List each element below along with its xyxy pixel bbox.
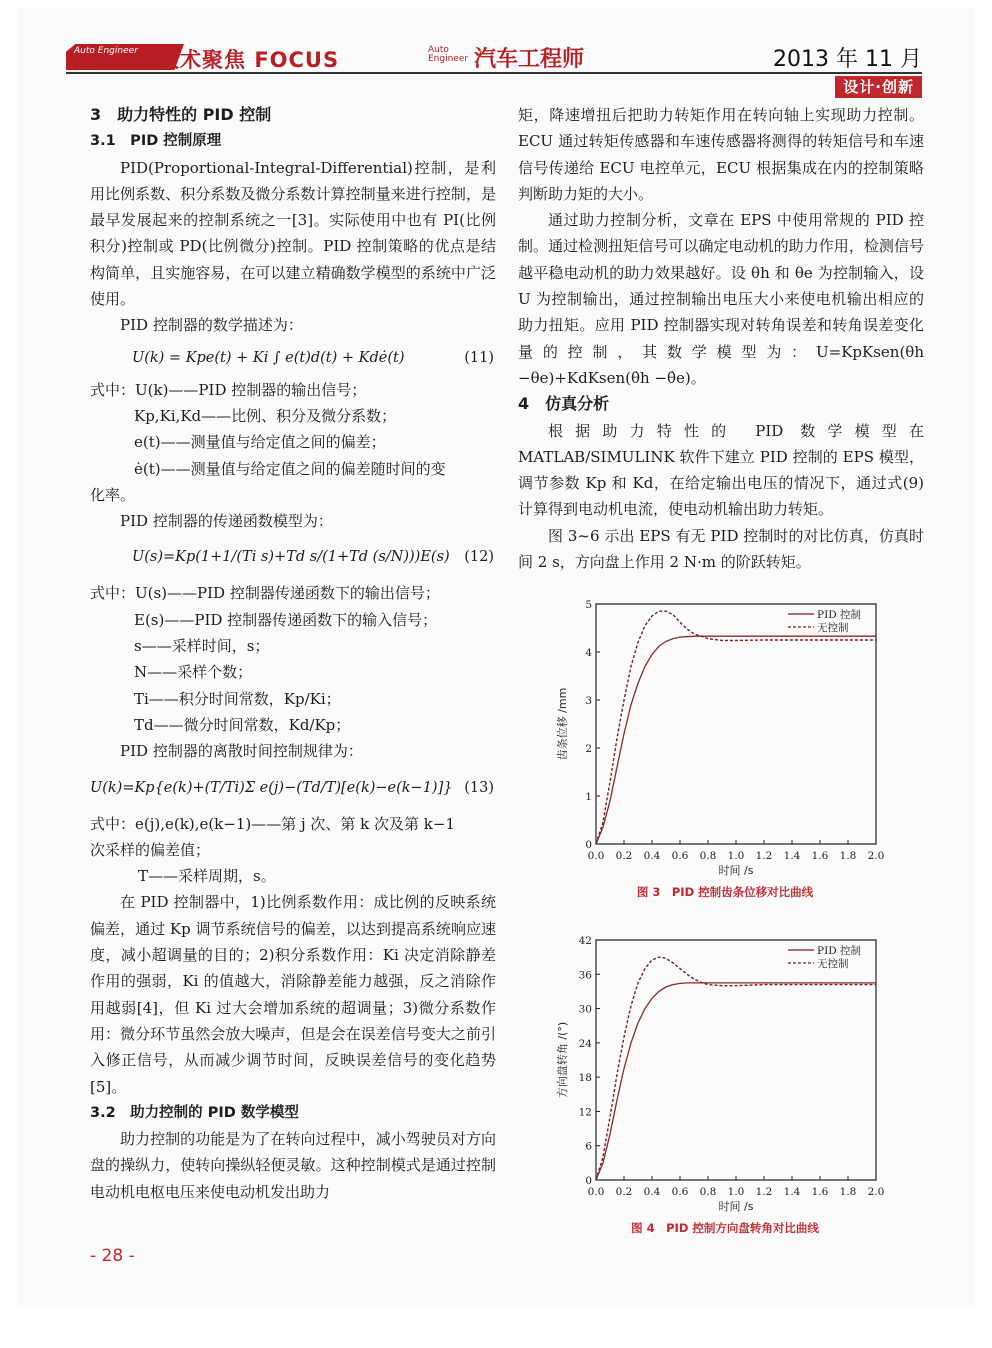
equation-13 [90, 765, 496, 811]
x-tick-label: 2.0 [867, 1186, 885, 1198]
where-line-continued: 化率。 [90, 485, 136, 504]
page-header [66, 42, 922, 102]
x-tick-label: 0.4 [643, 1186, 661, 1198]
paragraph: 图 3~6 示出 EPS 有无 PID 控制时的对比仿真，仿真时间 2 s，方向盘上作用 2 N·m 的阶跃转矩。 [518, 526, 924, 572]
equation-number: (13) [464, 779, 494, 796]
y-tick-label: 6 [585, 1140, 592, 1153]
x-tick-label: 1.8 [839, 1186, 857, 1198]
y-tick-label: 12 [578, 1106, 592, 1119]
paragraph: PID 控制器的传递函数模型为： [120, 512, 333, 531]
paragraph: 根据助力特性的 PID 数学模型在 MATLAB/SIMULINK 软件下建立 PID 控制的 EPS 模型，调节参数 Kp 和 Kd，在给定输出电压的情况下，通过式(9)计算得到电动机电流，使电动机输出助力转矩。 [518, 421, 924, 519]
paragraph: PID 控制器的数学描述为： [120, 316, 303, 335]
x-tick-label: 0.6 [671, 1186, 689, 1198]
where-line: s——采样时间，s； [134, 637, 270, 656]
header-banner [66, 42, 586, 72]
x-tick-label: 1.0 [727, 850, 745, 862]
magazine-subtitle-1: Auto [428, 45, 449, 55]
category-tag: 设计·创新 [835, 76, 922, 98]
right-column [518, 102, 924, 575]
x-tick-label: 1.8 [839, 850, 857, 862]
legend-label: 无控制 [817, 958, 849, 970]
equation-number: (11) [464, 349, 494, 366]
y-tick-label: 0 [585, 839, 592, 851]
x-tick-label: 1.0 [727, 1186, 745, 1198]
where-line: E(s)——PID 控制器传递函数下的输入信号； [134, 610, 438, 629]
x-tick-label: 2.0 [867, 850, 885, 862]
legend-label: 无控制 [817, 622, 849, 634]
y-tick-label: 30 [578, 1003, 592, 1016]
series-line-pid [596, 636, 876, 844]
y-tick-label: 4 [585, 647, 592, 659]
where-line: Td——微分时间常数，Kd/Kp； [134, 715, 351, 734]
x-tick-label: 1.2 [755, 850, 773, 862]
y-tick-label: 3 [585, 695, 592, 707]
where-line: T——采样周期，s。 [138, 867, 276, 886]
figure-3 [540, 596, 910, 900]
y-axis-label: 齿条位移 /mm [556, 687, 569, 761]
where-line: Ti——积分时间常数，Kp/Ki； [134, 689, 341, 708]
x-tick-label: 0.2 [615, 850, 633, 862]
y-tick-label: 0 [585, 1175, 592, 1187]
y-tick-label: 24 [578, 1037, 592, 1050]
figure-3-chart [540, 596, 910, 884]
paragraph: 矩，降速增扭后把助力转矩作用在转向轴上实现助力控制。ECU 通过转矩传感器和车速传感器将测得的转矩信号和车速信号传递给 ECU 电控单元，ECU 根据集成在内的控制策略判断助力矩的大小。 [518, 106, 924, 203]
header-rule [66, 72, 922, 74]
x-tick-label: 1.2 [755, 1186, 773, 1198]
x-tick-label: 0.8 [699, 1186, 717, 1198]
y-tick-label: 5 [585, 599, 592, 611]
series-line-pid [596, 983, 876, 1180]
y-tick-label: 36 [578, 969, 592, 982]
magazine-title: 汽车工程师 [474, 47, 585, 72]
where-line-continued: 次采样的偏差值； [90, 840, 211, 859]
magazine-subtitle-2: Engineer [428, 54, 469, 64]
x-tick-label: 0.2 [615, 1186, 633, 1198]
x-tick-label: 0.0 [587, 1186, 605, 1198]
x-tick-label: 0.4 [643, 850, 661, 862]
y-tick-label: 18 [578, 1072, 592, 1085]
where-line: Kp,Ki,Kd——比例、积分及微分系数； [134, 406, 397, 425]
equation-text: U(k) = Kpe(t) + Ki ∫ e(t)d(t) + Kdė(t) [132, 349, 405, 366]
x-tick-label: 0.6 [671, 850, 689, 862]
where-line: 式中：U(k)——PID 控制器的输出信号； [90, 380, 367, 399]
heading-section-4: 4 仿真分析 [518, 394, 610, 414]
heading-section-3: 3 助力特性的 PID 控制 [90, 105, 272, 124]
section-title-cn: 技术聚焦 [158, 48, 246, 72]
equation-text: U(s)=Kp(1+1/(Ti s)+Td s/(1+Td (s/N)))E(s) [132, 549, 450, 566]
left-column [90, 102, 496, 1205]
equation-11 [90, 339, 496, 377]
section-title [158, 44, 339, 74]
where-line: N——采样个数； [134, 663, 253, 682]
paragraph: 通过助力控制分析，文章在 EPS 中使用常规的 PID 控制。通过检测扭矩信号可以确定电动机的助力作用，检测信号越平稳电动机的助力效果越好。设 θh 和 θe 为控制输入，设 U 为控制输出，通过控制输出电压大小来使电机输出相应的助力扭矩。应用 PID 控制器实现对转角误差和转角误差变化量的控制，其数学模型为：U=KpKsen(θh −θe)+KdKsen(θ̇h −θ̇e)。 [518, 211, 924, 387]
paragraph: 在 PID 控制器中，1)比例系数作用：成比例的反映系统偏差，通过 Kp 调节系统信号的偏差，以达到提高系统响应速度，减小超调量的目的；2)积分系数作用：Ki 决定消除静差作用的强弱，Ki 的值越大，消除静差能力越强，反之消除作用越弱[4]，但 Ki 过大会增加系统的超调量；3)微分系数作用：微分环节虽然会放大噪声，但是会在误差信号变大之前引入修正信号，从而减少调节时间，反映误差信号的变化趋势[5]。 [90, 893, 496, 1096]
where-line: e(t)——测量值与给定值之间的偏差； [134, 433, 386, 452]
y-tick-label: 1 [585, 791, 592, 803]
x-tick-label: 1.6 [811, 850, 829, 862]
heading-section-3-1: 3.1 PID 控制原理 [90, 133, 222, 150]
page-number: - 28 - [90, 1246, 135, 1266]
figure-4-chart [540, 932, 910, 1220]
x-tick-label: 0.8 [699, 850, 717, 862]
equation-text: U(k)=Kp{e(k)+(T/Ti)Σ e(j)−(Td/T)[e(k)−e(k−1)]} [90, 779, 453, 796]
journal-logo-text: Auto Engineer [74, 46, 138, 56]
heading-section-3-2: 3.2 助力控制的 PID 数学模型 [90, 1104, 299, 1121]
section-title-en: FOCUS [254, 48, 340, 72]
where-line: 式中：U(s)——PID 控制器传递函数下的输出信号； [90, 584, 440, 603]
x-tick-label: 1.6 [811, 1186, 829, 1198]
y-axis-label: 方向盘转角 /(°) [556, 1021, 569, 1099]
legend-label: PID 控制 [817, 945, 861, 957]
figure-4-caption: 图 4 PID 控制方向盘转角对比曲线 [631, 1221, 819, 1235]
paragraph: 助力控制的功能是为了在转向过程中，减小驾驶员对方向盘的操纵力，使转向操纵轻便灵敏。这种控制模式是通过控制电动机电枢电压来使电动机发出助力 [90, 1130, 496, 1201]
y-tick-label: 2 [585, 743, 592, 755]
x-axis-label: 时间 /s [718, 864, 754, 877]
paragraph: PID(Proportional-Integral-Differential)控制，是利用比例系数、积分系数及微分系数计算控制量来进行控制，是最早发展起来的控制系统之一[3]。实际使用中也有 PI(比例积分)控制或 PD(比例微分)控制。PID 控制策略的优点是结构简单，且实施容易，在可以建立精确数学模型的系统中广泛使用。 [90, 158, 496, 309]
equation-12 [90, 534, 496, 580]
figure-4 [540, 932, 910, 1236]
x-axis-label: 时间 /s [718, 1200, 754, 1213]
y-tick-label: 42 [578, 935, 592, 947]
legend-label: PID 控制 [817, 609, 861, 621]
figure-3-caption: 图 3 PID 控制齿条位移对比曲线 [636, 885, 814, 899]
issue-date: 2013 年 11 月 [773, 47, 922, 72]
x-tick-label: 1.4 [783, 850, 801, 862]
paragraph: PID 控制器的离散时间控制规律为： [120, 742, 363, 761]
equation-number: (12) [464, 549, 494, 566]
where-line: 式中：e(j),e(k),e(k−1)——第 j 次、第 k 次及第 k−1 [90, 814, 456, 833]
x-tick-label: 0.0 [587, 850, 605, 862]
magazine-subtitle [428, 46, 468, 64]
series-line-no-control [596, 611, 876, 844]
x-tick-label: 1.4 [783, 1186, 801, 1198]
plot-frame [596, 940, 876, 1180]
where-line: ė(t)——测量值与给定值之间的偏差随时间的变 [134, 459, 446, 478]
series-line-no-control [596, 957, 876, 1180]
